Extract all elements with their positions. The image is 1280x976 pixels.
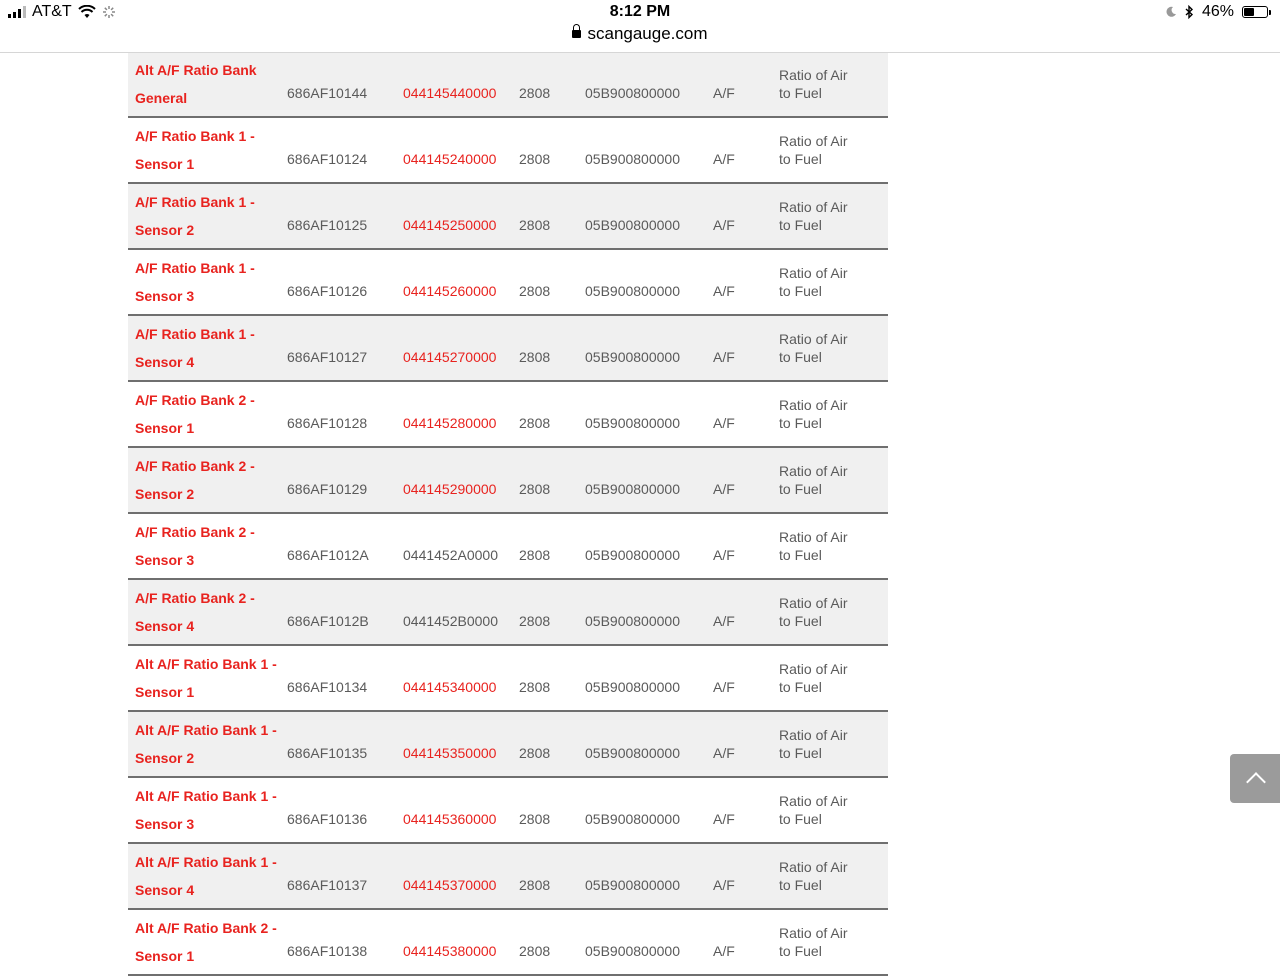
pid-hex-value: 0441452A0000 (403, 547, 498, 563)
pid-number: 2808 (519, 679, 551, 695)
pid-description (779, 264, 847, 300)
pid-description-line1: Ratio of Air (779, 793, 848, 809)
table-row (128, 448, 888, 514)
pid-description-line2: to Fuel (779, 151, 822, 167)
pid-description-line1: Ratio of Air (779, 661, 848, 677)
address-bar[interactable] (0, 24, 1280, 44)
pid-formula: 05B900800000 (585, 349, 680, 365)
pid-code: 686AF10128 (287, 415, 368, 431)
pid-formula: 05B900800000 (585, 745, 680, 761)
pid-table (128, 52, 888, 976)
pid-number: 2808 (519, 811, 551, 827)
pid-number: 2808 (519, 877, 551, 893)
pid-unit: A/F (713, 481, 735, 497)
pid-code: 686AF10136 (287, 811, 368, 827)
pid-name[interactable] (135, 188, 255, 244)
pid-formula: 05B900800000 (585, 613, 680, 629)
pid-description (779, 726, 847, 762)
pid-description-line1: Ratio of Air (779, 67, 848, 83)
pid-name-line2[interactable]: Sensor 1 (135, 156, 195, 172)
pid-description (779, 792, 847, 828)
pid-name-line1[interactable]: Alt A/F Ratio Bank 2 - (135, 920, 277, 936)
pid-name[interactable] (135, 452, 255, 508)
pid-description-line2: to Fuel (779, 877, 822, 893)
pid-formula: 05B900800000 (585, 217, 680, 233)
table-row (128, 910, 888, 976)
pid-name[interactable] (135, 584, 255, 640)
pid-description-line2: to Fuel (779, 811, 822, 827)
table-row (128, 316, 888, 382)
battery-icon (1242, 6, 1268, 18)
pid-description-line1: Ratio of Air (779, 727, 848, 743)
pid-description (779, 330, 847, 366)
pid-name-line2[interactable]: General (135, 90, 188, 106)
pid-description-line1: Ratio of Air (779, 925, 848, 941)
pid-formula: 05B900800000 (585, 547, 680, 563)
pid-name-line1[interactable]: Alt A/F Ratio Bank (135, 62, 257, 78)
pid-name-line2[interactable]: Sensor 3 (135, 552, 195, 568)
pid-name-line2[interactable]: Sensor 1 (135, 420, 195, 436)
pid-name[interactable] (135, 848, 277, 904)
table-row (128, 382, 888, 448)
pid-code: 686AF10144 (287, 85, 368, 101)
pid-name-line2[interactable]: Sensor 2 (135, 750, 195, 766)
battery-percent: 46% (1201, 3, 1234, 20)
pid-name[interactable] (135, 254, 255, 310)
pid-name[interactable] (135, 320, 255, 376)
pid-code: 686AF10134 (287, 679, 368, 695)
pid-description (779, 66, 847, 102)
pid-description-line2: to Fuel (779, 349, 822, 365)
pid-code: 686AF1012A (287, 547, 369, 563)
pid-name[interactable] (135, 122, 255, 178)
pid-description (779, 858, 847, 894)
pid-name-line2[interactable]: Sensor 1 (135, 684, 195, 700)
pid-name-line2[interactable]: Sensor 3 (135, 288, 195, 304)
pid-description-line2: to Fuel (779, 745, 822, 761)
pid-description-line2: to Fuel (779, 85, 822, 101)
pid-description-line1: Ratio of Air (779, 529, 848, 545)
pid-name-line2[interactable]: Sensor 4 (135, 354, 195, 370)
pid-name[interactable] (135, 650, 277, 706)
pid-formula: 05B900800000 (585, 481, 680, 497)
pid-hex-value[interactable]: 044145360000 (403, 811, 497, 827)
pid-number: 2808 (519, 943, 551, 959)
pid-name-line1[interactable]: A/F Ratio Bank 1 - (135, 326, 255, 342)
pid-unit: A/F (713, 415, 735, 431)
pid-unit: A/F (713, 217, 735, 233)
table-row (128, 844, 888, 910)
pid-description (779, 462, 847, 498)
pid-code: 686AF10127 (287, 349, 368, 365)
pid-description-line1: Ratio of Air (779, 595, 848, 611)
pid-name-line1[interactable]: A/F Ratio Bank 2 - (135, 458, 255, 474)
pid-code: 686AF10137 (287, 877, 368, 893)
pid-unit: A/F (713, 943, 735, 959)
pid-hex-value[interactable]: 044145240000 (403, 151, 497, 167)
pid-name-line1[interactable]: A/F Ratio Bank 2 - (135, 524, 255, 540)
pid-number: 2808 (519, 217, 551, 233)
carrier-label: AT&T (32, 3, 72, 20)
pid-number: 2808 (519, 547, 551, 563)
url-text: scangauge.com (587, 24, 708, 43)
pid-unit: A/F (713, 151, 735, 167)
pid-description-line1: Ratio of Air (779, 331, 848, 347)
pid-name-line1[interactable]: Alt A/F Ratio Bank 1 - (135, 722, 277, 738)
pid-name[interactable] (135, 782, 277, 838)
pid-unit: A/F (713, 679, 735, 695)
pid-hex-value: 0441452B0000 (403, 613, 498, 629)
pid-description-line2: to Fuel (779, 679, 822, 695)
pid-code: 686AF10135 (287, 745, 368, 761)
chevron-up-icon (1246, 772, 1266, 792)
pid-formula: 05B900800000 (585, 85, 680, 101)
pid-code: 686AF10124 (287, 151, 368, 167)
pid-name-line2[interactable]: Sensor 4 (135, 618, 195, 634)
pid-number: 2808 (519, 349, 551, 365)
pid-description-line1: Ratio of Air (779, 265, 848, 281)
pid-description-line2: to Fuel (779, 217, 822, 233)
pid-description (779, 594, 847, 630)
pid-name-line1[interactable]: A/F Ratio Bank 1 - (135, 194, 255, 210)
pid-name-line1[interactable]: Alt A/F Ratio Bank 1 - (135, 656, 277, 672)
pid-formula: 05B900800000 (585, 943, 680, 959)
pid-unit: A/F (713, 349, 735, 365)
pid-code: 686AF10129 (287, 481, 368, 497)
pid-name-line2[interactable]: Sensor 2 (135, 222, 195, 238)
pid-name[interactable] (135, 914, 277, 970)
pid-description-line2: to Fuel (779, 415, 822, 431)
pid-description-line1: Ratio of Air (779, 133, 848, 149)
pid-description-line1: Ratio of Air (779, 859, 848, 875)
pid-formula: 05B900800000 (585, 151, 680, 167)
table-row (128, 712, 888, 778)
pid-hex-value[interactable]: 044145370000 (403, 877, 497, 893)
lock-icon (572, 30, 581, 38)
pid-description (779, 660, 847, 696)
status-bar (0, 0, 1280, 53)
table-row (128, 118, 888, 184)
pid-name-line2[interactable]: Sensor 1 (135, 948, 195, 964)
pid-unit: A/F (713, 283, 735, 299)
pid-hex-value[interactable]: 044145440000 (403, 85, 497, 101)
pid-description (779, 528, 847, 564)
table-row (128, 52, 888, 118)
pid-unit: A/F (713, 811, 735, 827)
clock: 8:12 PM (609, 3, 671, 20)
pid-description-line2: to Fuel (779, 943, 822, 959)
table-row (128, 514, 888, 580)
pid-unit: A/F (713, 613, 735, 629)
pid-name-line1[interactable]: A/F Ratio Bank 2 - (135, 590, 255, 606)
pid-code: 686AF1012B (287, 613, 369, 629)
pid-unit: A/F (713, 877, 735, 893)
pid-name[interactable] (135, 56, 257, 112)
pid-name-line1[interactable]: Alt A/F Ratio Bank 1 - (135, 854, 277, 870)
pid-description-line2: to Fuel (779, 283, 822, 299)
pid-name-line2[interactable]: Sensor 2 (135, 486, 195, 502)
pid-formula: 05B900800000 (585, 679, 680, 695)
pid-formula: 05B900800000 (585, 877, 680, 893)
pid-hex-value[interactable]: 044145340000 (403, 679, 497, 695)
pid-code: 686AF10126 (287, 283, 368, 299)
pid-unit: A/F (713, 85, 735, 101)
pid-description-line1: Ratio of Air (779, 199, 848, 215)
table-row (128, 778, 888, 844)
pid-description-line2: to Fuel (779, 613, 822, 629)
pid-unit: A/F (713, 745, 735, 761)
pid-description-line2: to Fuel (779, 481, 822, 497)
pid-formula: 05B900800000 (585, 283, 680, 299)
pid-description-line1: Ratio of Air (779, 397, 848, 413)
pid-description (779, 924, 847, 960)
pid-hex-value[interactable]: 044145250000 (403, 217, 497, 233)
pid-description (779, 132, 847, 168)
moon-icon (1165, 6, 1177, 18)
status-right (1165, 3, 1268, 21)
pid-name[interactable] (135, 386, 255, 442)
bluetooth-icon (1185, 5, 1194, 19)
pid-name[interactable] (135, 518, 255, 574)
scroll-to-top-button[interactable] (1230, 754, 1280, 803)
pid-code: 686AF10125 (287, 217, 368, 233)
pid-name-line2[interactable]: Sensor 3 (135, 816, 195, 832)
table-row (128, 250, 888, 316)
table-row (128, 580, 888, 646)
pid-description-line1: Ratio of Air (779, 463, 848, 479)
pid-hex-value[interactable]: 044145290000 (403, 481, 497, 497)
pid-hex-value[interactable]: 044145270000 (403, 349, 497, 365)
pid-number: 2808 (519, 745, 551, 761)
pid-number: 2808 (519, 415, 551, 431)
pid-number: 2808 (519, 283, 551, 299)
pid-name-line1[interactable]: Alt A/F Ratio Bank 1 - (135, 788, 277, 804)
pid-hex-value[interactable]: 044145260000 (403, 283, 497, 299)
pid-name[interactable] (135, 716, 277, 772)
pid-number: 2808 (519, 481, 551, 497)
pid-number: 2808 (519, 85, 551, 101)
pid-code: 686AF10138 (287, 943, 368, 959)
pid-formula: 05B900800000 (585, 811, 680, 827)
pid-hex-value[interactable]: 044145380000 (403, 943, 497, 959)
pid-hex-value[interactable]: 044145280000 (403, 415, 497, 431)
table-row (128, 184, 888, 250)
table-row (128, 646, 888, 712)
pid-unit: A/F (713, 547, 735, 563)
pid-name-line2[interactable]: Sensor 4 (135, 882, 195, 898)
pid-name-line1[interactable]: A/F Ratio Bank 1 - (135, 128, 255, 144)
pid-name-line1[interactable]: A/F Ratio Bank 2 - (135, 392, 255, 408)
pid-description-line2: to Fuel (779, 547, 822, 563)
pid-number: 2808 (519, 151, 551, 167)
pid-name-line1[interactable]: A/F Ratio Bank 1 - (135, 260, 255, 276)
pid-hex-value[interactable]: 044145350000 (403, 745, 497, 761)
pid-number: 2808 (519, 613, 551, 629)
pid-description (779, 198, 847, 234)
pid-formula: 05B900800000 (585, 415, 680, 431)
pid-description (779, 396, 847, 432)
